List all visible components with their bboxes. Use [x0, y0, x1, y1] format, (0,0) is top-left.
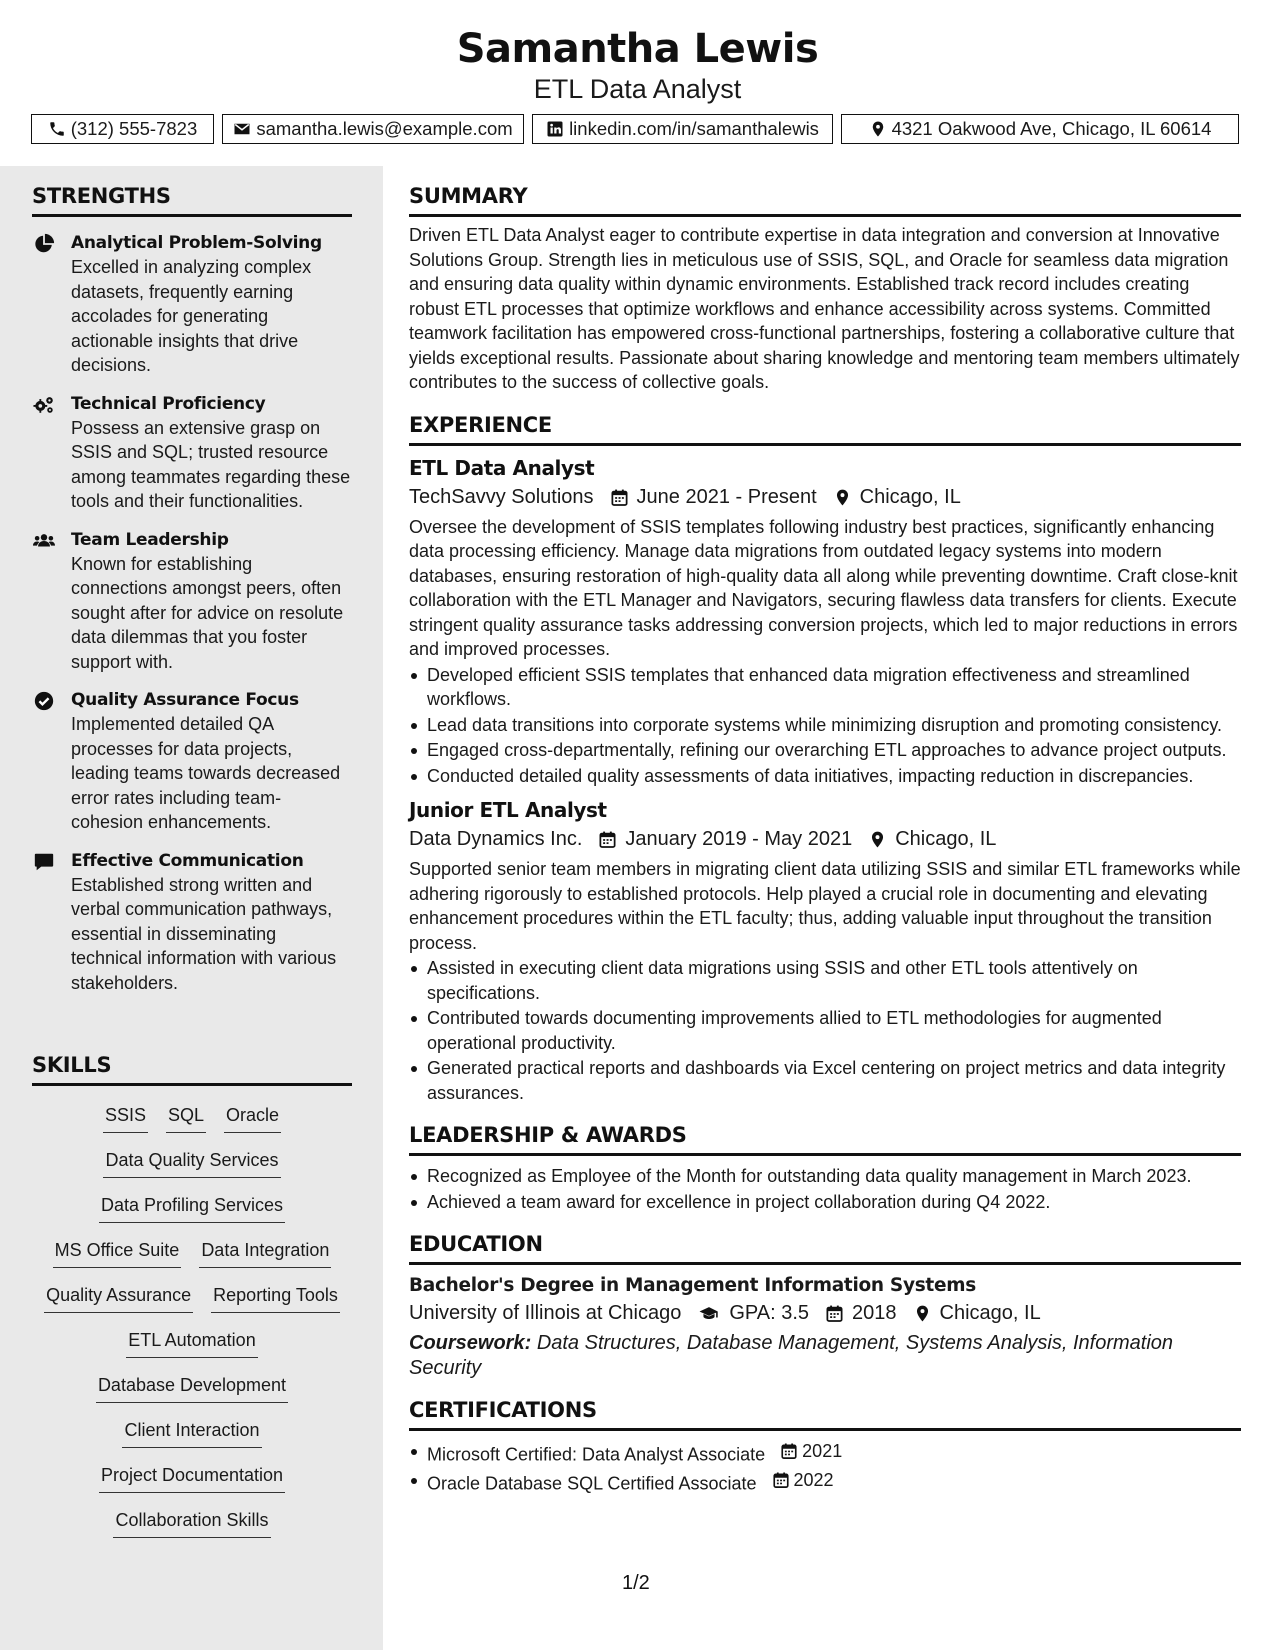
job-title: ETL Data Analyst: [409, 455, 595, 480]
skill-row: [32, 1237, 352, 1282]
strength-title: Team Leadership: [71, 529, 229, 550]
summary-text: Driven ETL Data Analyst eager to contribute expertise in data integration and conversion at Innovative Solutions Group. Strength lies in meticulous use of SSIS, SQL, and Oracle for seamless data migration and ensuring data quality within dynamic environments. Established track record includes creating robust ETL processes that optimize workflows and enhance accessibility across systems. Committed teamwork facilitation has empowered cross-functional partnerships, fostering a collaborative culture that yields exceptional results. Passionate about sharing knowledge and mentoring team members ultimately contributes to the success of collective goals.: [409, 225, 1240, 392]
calendar-icon: [825, 1304, 844, 1323]
cert-name: Microsoft Certified: Data Analyst Associate: [427, 1444, 766, 1465]
strength-item: [32, 392, 352, 514]
list-item: [409, 1468, 1241, 1496]
calendar-icon: [598, 830, 617, 849]
skill-tag: Data Integration: [199, 1237, 331, 1268]
envelope-icon: [233, 120, 251, 138]
location-pin-icon: [868, 830, 887, 849]
skill-tag: MS Office Suite: [53, 1237, 182, 1268]
education-meta: [409, 1302, 1241, 1325]
skills-section: [32, 1053, 352, 1552]
strength-desc: Implemented detailed QA processes for data projects, leading teams towards decreased error rates including team-cohesion enhancements.: [71, 714, 341, 832]
skill-tag: SQL: [166, 1102, 206, 1133]
certifications-heading: CERTIFICATIONS: [409, 1398, 1241, 1431]
skill-tag: ETL Automation: [126, 1327, 257, 1358]
candidate-name: Samantha Lewis: [456, 26, 819, 72]
contact-linkedin-text: linkedin.com/in/samanthalewis: [569, 118, 819, 139]
job-title: Junior ETL Analyst: [409, 798, 607, 822]
skill-tag: Oracle: [224, 1102, 281, 1133]
job-entry: [409, 798, 1241, 1105]
strengths-section: [32, 184, 352, 995]
list-item: Developed efficient SSIS templates that enhanced data migration effectiveness and streamlined workflows.: [409, 663, 1241, 712]
graduation-year: 2018: [852, 1302, 897, 1324]
skill-row: [32, 1147, 352, 1192]
job-location: Chicago, IL: [895, 828, 997, 850]
job-entry: [409, 456, 1241, 789]
job-location: Chicago, IL: [859, 485, 961, 508]
speech-bubble-icon: [33, 851, 55, 873]
main-column: [409, 166, 1241, 1496]
location-pin-icon: [833, 488, 852, 507]
skills-heading: SKILLS: [32, 1053, 352, 1086]
phone-icon: [48, 120, 66, 138]
awards-section: [409, 1123, 1241, 1214]
list-item: Contributed towards documenting improvements allied to ETL methodologies for augmented operational productivity.: [409, 1006, 1241, 1055]
job-dates: June 2021 - Present: [636, 485, 817, 508]
coursework-label: Coursework:: [409, 1332, 532, 1354]
experience-heading: EXPERIENCE: [409, 413, 1241, 446]
school-location: Chicago, IL: [939, 1302, 1041, 1324]
candidate-title: ETL Data Analyst: [533, 74, 742, 104]
strength-title: Analytical Problem-Solving: [71, 233, 322, 253]
resume-header: [0, 0, 1275, 166]
skill-row: [32, 1327, 352, 1372]
location-pin-icon: [869, 120, 887, 138]
cert-year-wrap: [772, 1468, 834, 1493]
gpa: GPA: 3.5: [729, 1302, 810, 1324]
list-item: Engaged cross-departmentally, refining our overarching ETL approaches to advance project outputs.: [409, 738, 1241, 763]
strength-item: [32, 231, 352, 378]
check-circle-icon: [33, 690, 55, 712]
education-heading: EDUCATION: [409, 1232, 1241, 1265]
skills-list: [32, 1102, 352, 1552]
experience-section: [409, 413, 1241, 1106]
job-company: TechSavvy Solutions: [409, 485, 594, 508]
skill-row: [32, 1282, 352, 1327]
sidebar: [0, 166, 383, 1650]
skill-row: [32, 1417, 352, 1462]
strength-title: Effective Communication: [71, 850, 304, 871]
skill-row: [32, 1462, 352, 1507]
calendar-icon: [780, 1442, 798, 1460]
contact-address-text: 4321 Oakwood Ave, Chicago, IL 60614: [891, 118, 1212, 139]
strengths-heading: STRENGTHS: [32, 184, 352, 217]
skill-tag: Data Profiling Services: [99, 1192, 285, 1223]
list-item: Assisted in executing client data migrations using SSIS and other ETL tools attentively on specifications.: [409, 956, 1241, 1005]
job-meta: [409, 486, 1241, 509]
skill-tag: SSIS: [103, 1102, 148, 1133]
education-section: [409, 1232, 1241, 1380]
coursework-text: Data Structures, Database Management, Systems Analysis, Information Security: [409, 1332, 1174, 1379]
strength-item: [32, 688, 352, 835]
job-meta: [409, 828, 1241, 851]
skill-row: [32, 1507, 352, 1552]
skill-row: [32, 1102, 352, 1147]
job-bullets: [409, 956, 1241, 1105]
awards-heading: LEADERSHIP & AWARDS: [409, 1123, 1241, 1156]
skill-tag: Client Interaction: [122, 1417, 261, 1448]
skill-tag: Reporting Tools: [211, 1282, 340, 1313]
pie-chart-icon: [33, 233, 55, 255]
list-item: Achieved a team award for excellence in project collaboration during Q4 2022.: [409, 1190, 1241, 1215]
list-item: Conducted detailed quality assessments of data initiatives, impacting reduction in discrepancies.: [409, 764, 1241, 789]
job-bullets: [409, 663, 1241, 789]
cert-year: 2022: [793, 1469, 834, 1490]
strength-desc: Known for establishing connections amongst peers, often sought after for advice on resolute data dilemmas that you foster support with.: [71, 553, 344, 672]
contact-email-text: samantha.lewis@example.com: [256, 118, 513, 139]
list-item: Generated practical reports and dashboards via Excel centering on project metrics and data integrity assurances.: [409, 1056, 1241, 1105]
job-description: Supported senior team members in migrating client data utilizing SSIS and similar ETL frameworks while adhering rigorously to established protocols. Help played a crucial role in documenting and elevating enhancement procedures within the ETL faculty; thus, adding valuable input throughout the transition process.: [409, 859, 1241, 953]
linkedin-icon: [546, 120, 564, 138]
strength-desc: Established strong written and verbal communication pathways, essential in disseminating technical information with various stakeholders.: [71, 874, 337, 993]
awards-list: [409, 1164, 1241, 1214]
cert-year-wrap: [780, 1439, 842, 1464]
skill-tag: Project Documentation: [99, 1462, 285, 1493]
gears-icon: [33, 394, 55, 416]
coursework: [409, 1331, 1241, 1380]
skill-row: [32, 1192, 352, 1237]
graduation-cap-icon: [697, 1304, 721, 1323]
job-company: Data Dynamics Inc.: [409, 828, 583, 850]
cert-name: Oracle Database SQL Certified Associate: [427, 1473, 757, 1493]
strength-title: Technical Proficiency: [71, 393, 266, 414]
skill-tag: Data Quality Services: [103, 1147, 280, 1178]
summary-heading: SUMMARY: [409, 184, 1241, 217]
contact-bar: [31, 114, 1239, 144]
school-name: University of Illinois at Chicago: [409, 1302, 682, 1324]
strength-title: Quality Assurance Focus: [71, 690, 299, 710]
list-item: [409, 1439, 1241, 1467]
skill-tag: Quality Assurance: [44, 1282, 193, 1313]
job-description: Oversee the development of SSIS templates following industry best practices, significantly enhancing data processing efficiency. Manage data migrations from outdated legacy systems into modern databases, ensuring restoration of high-quality data all along while preventing downtime. Craft close-knit collaboration with the ETL Manager and Navigators, securing flawless data transfers for clients. Execute stringent quality assurance tasks addressing conversion projects, which led to major reductions in errors and improved processes.: [409, 516, 1238, 659]
calendar-icon: [610, 488, 629, 507]
certifications-section: [409, 1398, 1241, 1496]
contact-address[interactable]: [841, 114, 1239, 144]
strength-item: [32, 528, 352, 675]
calendar-icon: [772, 1471, 790, 1489]
contact-phone[interactable]: [31, 114, 214, 144]
cert-year: 2021: [802, 1441, 843, 1461]
location-pin-icon: [913, 1304, 932, 1323]
skill-tag: Database Development: [96, 1372, 288, 1403]
degree-title: Bachelor's Degree in Management Information Systems: [409, 1275, 976, 1296]
job-dates: January 2019 - May 2021: [625, 828, 853, 850]
list-item: Lead data transitions into corporate systems while minimizing disruption and promoting consistency.: [409, 713, 1241, 738]
page-number: 1/2: [622, 1572, 650, 1594]
strength-item: [32, 849, 352, 996]
users-icon: [33, 530, 55, 552]
list-item: Recognized as Employee of the Month for outstanding data quality management in March 2023.: [409, 1164, 1241, 1189]
strength-desc: Possess an extensive grasp on SSIS and SQL; trusted resource among teammates regarding these tools and their functionalities.: [71, 417, 351, 511]
certifications-list: [409, 1439, 1241, 1496]
contact-linkedin[interactable]: [532, 114, 833, 144]
skill-row: [32, 1372, 352, 1417]
skill-tag: Collaboration Skills: [113, 1507, 270, 1538]
contact-email[interactable]: [222, 114, 524, 144]
strength-desc: Excelled in analyzing complex datasets, frequently earning accolades for generating actionable insights that drive decisions.: [71, 257, 312, 375]
summary-section: [409, 184, 1241, 395]
contact-phone-text: (312) 555-7823: [70, 118, 198, 139]
